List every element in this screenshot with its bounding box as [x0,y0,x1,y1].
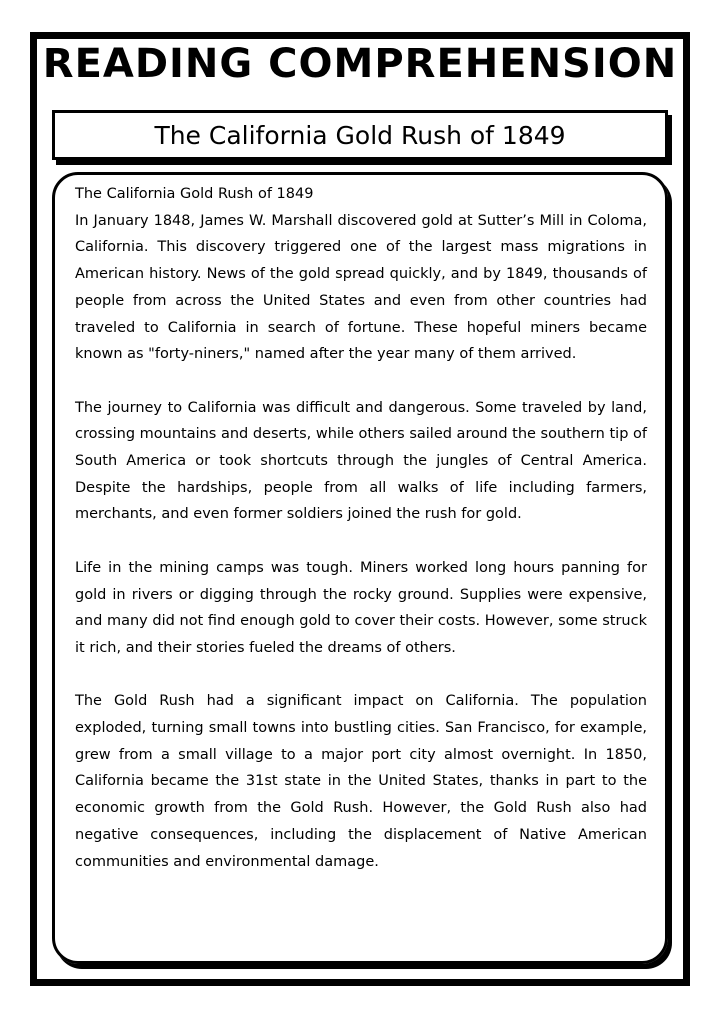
title-box [52,110,668,160]
passage-content [75,181,647,875]
passage-paragraph-2: The journey to California was difficult and dangerous. Some traveled by land, crossing mountains and deserts, while others sailed around the southern tip of South America or took shortcuts through the jungles of Central America. Despite the hardships, people from all walks of life including farmers, merchants, and even former soldiers joined the rush for gold. [75,399,647,523]
passage-title: The California Gold Rush of 1849 [75,186,314,202]
passage-paragraph-3: Life in the mining camps was tough. Miners worked long hours panning for gold in rivers or digging through the rocky ground. Supplies were expensive, and many did not find enough gold to cover their costs. However, some struck it rich, and their stories fueled the dreams of others. [75,559,647,656]
worksheet-title: The California Gold Rush of 1849 [154,120,566,150]
page-heading: READING COMPREHENSION [42,41,678,87]
passage-panel [52,172,668,964]
passage-paragraph-1: In January 1848, James W. Marshall discovered gold at Sutter’s Mill in Coloma, California. This discovery triggered one of the largest mass migrations in American history. News of the gold spread quickly, and by 1849, thousands of people from across the United States and even from other countries had traveled to California in search of fortune. These hopeful miners became known as "forty-niners," named after the year many of them arrived. [75,212,647,363]
passage-paragraph-4: The Gold Rush had a significant impact on California. The population exploded, turning small towns into bustling cities. San Francisco, for example, grew from a small village to a major port city almost overnight. In 1850, California became the 31st state in the United States, thanks in part to the economic growth from the Gold Rush. However, the Gold Rush also had negative consequences, including the displacement of Native American communities and environmental damage. [75,693,647,870]
